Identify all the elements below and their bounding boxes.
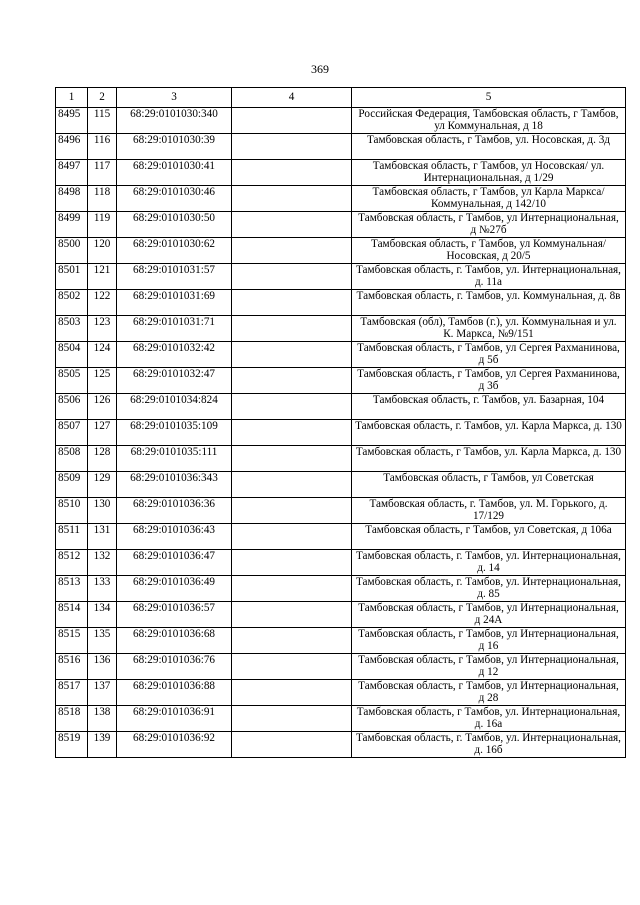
table-row	[56, 524, 626, 550]
column-4-cell	[232, 498, 352, 524]
table-row	[56, 628, 626, 654]
cadastral-number-cell: 68:29:0101036:47	[117, 550, 232, 576]
table-body	[56, 108, 626, 758]
column-4-cell	[232, 524, 352, 550]
cadastral-number-cell: 68:29:0101036:68	[117, 628, 232, 654]
table-row	[56, 368, 626, 394]
position-cell: 127	[88, 420, 117, 446]
table-row	[56, 706, 626, 732]
column-4-cell	[232, 238, 352, 264]
header-col-1: 1	[56, 88, 88, 108]
cadastral-number-cell: 68:29:0101030:50	[117, 212, 232, 238]
cadastral-number-cell: 68:29:0101030:340	[117, 108, 232, 134]
column-4-cell	[232, 602, 352, 628]
cadastral-number-cell: 68:29:0101030:39	[117, 134, 232, 160]
record-number-cell: 8516	[56, 654, 88, 680]
address-cell: Тамбовская область, г. Тамбов, ул. Коммунальная, д. 8в	[352, 290, 626, 316]
address-cell: Тамбовская область, г Тамбов, ул. Карла Маркса, д. 130	[352, 446, 626, 472]
record-number-cell: 8505	[56, 368, 88, 394]
address-cell: Тамбовская область, г Тамбов, ул Интернациональная, д 16	[352, 628, 626, 654]
position-cell: 115	[88, 108, 117, 134]
header-col-5: 5	[352, 88, 626, 108]
column-4-cell	[232, 290, 352, 316]
position-cell: 132	[88, 550, 117, 576]
record-number-cell: 8502	[56, 290, 88, 316]
column-4-cell	[232, 576, 352, 602]
record-number-cell: 8517	[56, 680, 88, 706]
table-row	[56, 550, 626, 576]
table-row	[56, 212, 626, 238]
table-row	[56, 264, 626, 290]
position-cell: 134	[88, 602, 117, 628]
position-cell: 123	[88, 316, 117, 342]
position-cell: 122	[88, 290, 117, 316]
position-cell: 120	[88, 238, 117, 264]
record-number-cell: 8511	[56, 524, 88, 550]
table-row	[56, 602, 626, 628]
cadastral-number-cell: 68:29:0101036:92	[117, 732, 232, 758]
position-cell: 138	[88, 706, 117, 732]
address-cell: Тамбовская (обл), Тамбов (г.), ул. Коммунальная и ул. К. Маркса, №9/151	[352, 316, 626, 342]
position-cell: 121	[88, 264, 117, 290]
record-number-cell: 8510	[56, 498, 88, 524]
table-row	[56, 160, 626, 186]
column-4-cell	[232, 134, 352, 160]
column-4-cell	[232, 186, 352, 212]
address-cell: Тамбовская область, г Тамбов, ул Носовская/ ул. Интернациональная, д 1/29	[352, 160, 626, 186]
column-4-cell	[232, 550, 352, 576]
address-cell: Тамбовская область, г Тамбов, ул Карла Маркса/Коммунальная, д 142/10	[352, 186, 626, 212]
column-4-cell	[232, 680, 352, 706]
cadastral-number-cell: 68:29:0101030:62	[117, 238, 232, 264]
table-row	[56, 732, 626, 758]
address-cell: Тамбовская область, г. Тамбов, ул. Базарная, 104	[352, 394, 626, 420]
cadastral-number-cell: 68:29:0101035:109	[117, 420, 232, 446]
address-cell: Тамбовская область, г Тамбов, ул Интернациональная, д 28	[352, 680, 626, 706]
position-cell: 118	[88, 186, 117, 212]
cadastral-number-cell: 68:29:0101032:42	[117, 342, 232, 368]
table-row	[56, 134, 626, 160]
cadastral-number-cell: 68:29:0101032:47	[117, 368, 232, 394]
cadastral-number-cell: 68:29:0101030:41	[117, 160, 232, 186]
cadastral-number-cell: 68:29:0101036:343	[117, 472, 232, 498]
address-cell: Российская Федерация, Тамбовская область, г Тамбов, ул Коммунальная, д 18	[352, 108, 626, 134]
record-number-cell: 8503	[56, 316, 88, 342]
cadastral-number-cell: 68:29:0101030:46	[117, 186, 232, 212]
position-cell: 139	[88, 732, 117, 758]
table-row	[56, 108, 626, 134]
position-cell: 124	[88, 342, 117, 368]
record-number-cell: 8518	[56, 706, 88, 732]
registry-table	[55, 87, 626, 758]
address-cell: Тамбовская область, г Тамбов, ул Интернациональная, д 12	[352, 654, 626, 680]
position-cell: 116	[88, 134, 117, 160]
address-cell: Тамбовская область, г Тамбов, ул Сергея Рахманинова, д 3б	[352, 368, 626, 394]
record-number-cell: 8500	[56, 238, 88, 264]
column-4-cell	[232, 706, 352, 732]
cadastral-number-cell: 68:29:0101036:88	[117, 680, 232, 706]
cadastral-number-cell: 68:29:0101036:91	[117, 706, 232, 732]
column-4-cell	[232, 446, 352, 472]
column-4-cell	[232, 628, 352, 654]
column-4-cell	[232, 264, 352, 290]
column-4-cell	[232, 212, 352, 238]
record-number-cell: 8507	[56, 420, 88, 446]
address-cell: Тамбовская область, г. Тамбов, ул. Интернациональная, д. 14	[352, 550, 626, 576]
record-number-cell: 8514	[56, 602, 88, 628]
record-number-cell: 8509	[56, 472, 88, 498]
record-number-cell: 8519	[56, 732, 88, 758]
position-cell: 128	[88, 446, 117, 472]
header-col-2: 2	[88, 88, 117, 108]
cadastral-number-cell: 68:29:0101035:111	[117, 446, 232, 472]
record-number-cell: 8499	[56, 212, 88, 238]
record-number-cell: 8495	[56, 108, 88, 134]
position-cell: 137	[88, 680, 117, 706]
table-row	[56, 680, 626, 706]
address-cell: Тамбовская область, г. Тамбов, ул. Интернациональная, д. 85	[352, 576, 626, 602]
address-cell: Тамбовская область, г Тамбов, ул Советская, д 106а	[352, 524, 626, 550]
position-cell: 126	[88, 394, 117, 420]
address-cell: Тамбовская область, г Тамбов, ул. Носовская, д. 3д	[352, 134, 626, 160]
cadastral-number-cell: 68:29:0101036:57	[117, 602, 232, 628]
page-number: 369	[311, 62, 329, 76]
record-number-cell: 8497	[56, 160, 88, 186]
column-4-cell	[232, 108, 352, 134]
cadastral-number-cell: 68:29:0101036:43	[117, 524, 232, 550]
position-cell: 136	[88, 654, 117, 680]
address-cell: Тамбовская область, г. Тамбов, ул. М. Горького, д. 17/129	[352, 498, 626, 524]
position-cell: 119	[88, 212, 117, 238]
column-4-cell	[232, 654, 352, 680]
cadastral-number-cell: 68:29:0101036:49	[117, 576, 232, 602]
position-cell: 133	[88, 576, 117, 602]
column-4-cell	[232, 368, 352, 394]
position-cell: 125	[88, 368, 117, 394]
record-number-cell: 8504	[56, 342, 88, 368]
position-cell: 117	[88, 160, 117, 186]
address-cell: Тамбовская область, г Тамбов, ул Коммунальная/Носовская, д 20/5	[352, 238, 626, 264]
table-row	[56, 446, 626, 472]
cadastral-number-cell: 68:29:0101036:36	[117, 498, 232, 524]
column-4-cell	[232, 160, 352, 186]
cadastral-number-cell: 68:29:0101034:824	[117, 394, 232, 420]
header-col-3: 3	[117, 88, 232, 108]
record-number-cell: 8508	[56, 446, 88, 472]
cadastral-number-cell: 68:29:0101031:71	[117, 316, 232, 342]
table-row	[56, 472, 626, 498]
position-cell: 130	[88, 498, 117, 524]
column-4-cell	[232, 342, 352, 368]
address-cell: Тамбовская область, г Тамбов, ул. Интернациональная, д. 16а	[352, 706, 626, 732]
record-number-cell: 8513	[56, 576, 88, 602]
cadastral-number-cell: 68:29:0101036:76	[117, 654, 232, 680]
table-row	[56, 498, 626, 524]
position-cell: 131	[88, 524, 117, 550]
column-4-cell	[232, 316, 352, 342]
table-row	[56, 186, 626, 212]
table-row	[56, 576, 626, 602]
record-number-cell: 8496	[56, 134, 88, 160]
column-4-cell	[232, 420, 352, 446]
cadastral-number-cell: 68:29:0101031:57	[117, 264, 232, 290]
address-cell: Тамбовская область, г Тамбов, ул Интернациональная, д №27б	[352, 212, 626, 238]
header-col-4: 4	[232, 88, 352, 108]
position-cell: 135	[88, 628, 117, 654]
table-row	[56, 238, 626, 264]
address-cell: Тамбовская область, г. Тамбов, ул. Карла Маркса, д. 130	[352, 420, 626, 446]
record-number-cell: 8515	[56, 628, 88, 654]
position-cell: 129	[88, 472, 117, 498]
column-4-cell	[232, 394, 352, 420]
column-4-cell	[232, 472, 352, 498]
table-row	[56, 316, 626, 342]
cadastral-number-cell: 68:29:0101031:69	[117, 290, 232, 316]
table-row	[56, 290, 626, 316]
address-cell: Тамбовская область, г Тамбов, ул Сергея Рахманинова, д 5б	[352, 342, 626, 368]
record-number-cell: 8512	[56, 550, 88, 576]
table-row	[56, 420, 626, 446]
address-cell: Тамбовская область, г. Тамбов, ул. Интернациональная, д. 16б	[352, 732, 626, 758]
record-number-cell: 8501	[56, 264, 88, 290]
table-row	[56, 394, 626, 420]
address-cell: Тамбовская область, г. Тамбов, ул. Интернациональная, д. 11а	[352, 264, 626, 290]
address-cell: Тамбовская область, г Тамбов, ул Интернациональная, д 24А	[352, 602, 626, 628]
table-row	[56, 342, 626, 368]
table-header-row	[56, 88, 626, 108]
record-number-cell: 8498	[56, 186, 88, 212]
address-cell: Тамбовская область, г Тамбов, ул Советская	[352, 472, 626, 498]
record-number-cell: 8506	[56, 394, 88, 420]
column-4-cell	[232, 732, 352, 758]
table-row	[56, 654, 626, 680]
